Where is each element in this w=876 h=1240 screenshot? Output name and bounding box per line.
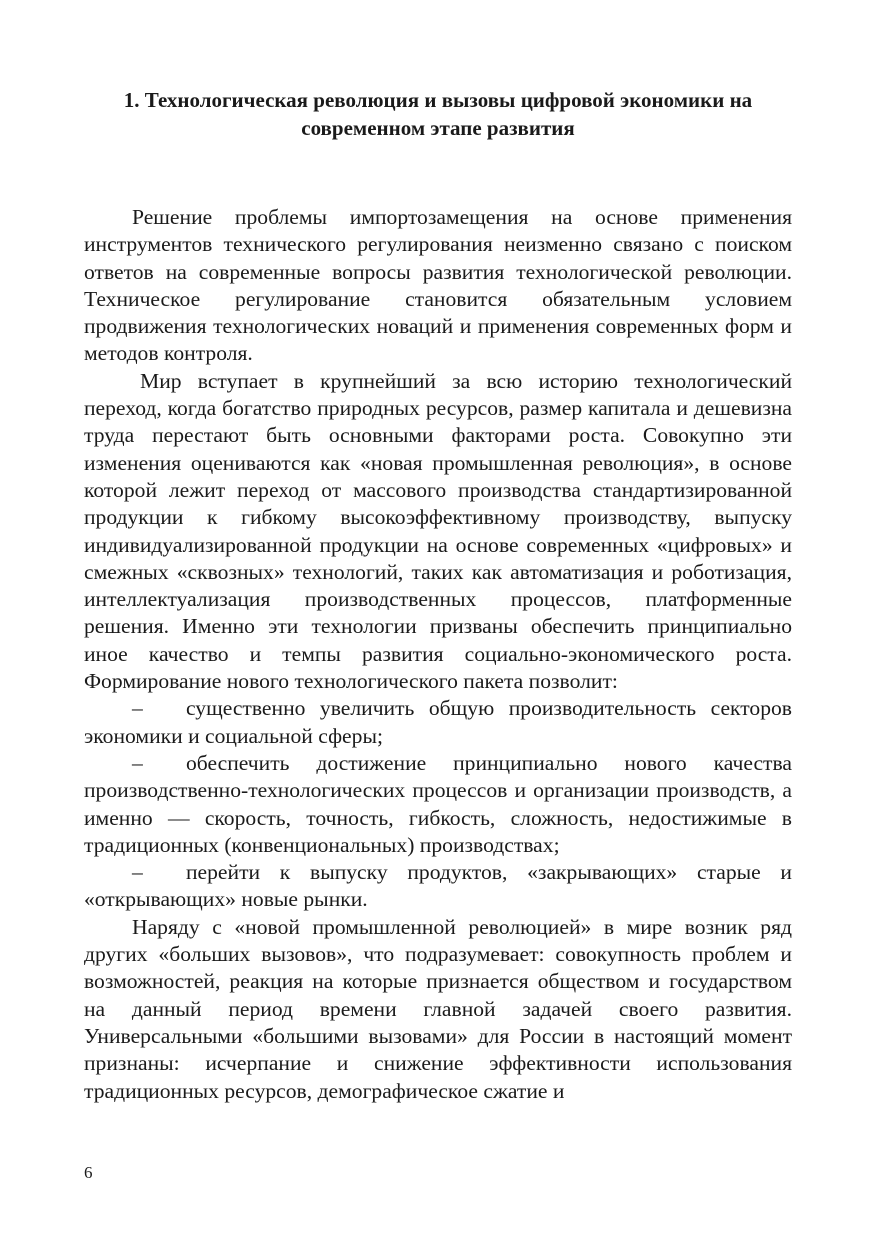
chapter-title bbox=[60, 86, 816, 142]
list-item bbox=[84, 750, 792, 859]
list-dash: – bbox=[132, 696, 143, 721]
list-item bbox=[84, 695, 792, 750]
paragraph-technological-transition: Мир вступает в крупнейший за всю историю технологический переход, когда богатство природных ресурсов, размер капитала и дешевизна труда перестают быть основными факторами роста. Совокупно эти изменения оцениваются как «новая промышленная революция», в основе которой лежит переход от массового производства стандартизированной продукции к гибкому высокоэффективному производству, выпуску индивидуализированной продукции на основе современных «цифровых» и смежных «сквозных» технологий, таких как автоматизация и роботизация, интеллектуализация производственных процессов, платформенные решения. Именно эти технологии призваны обеспечить принципиально иное качество и темпы развития социально-экономического роста. Формирование нового технологического пакета позволит: bbox=[84, 368, 792, 694]
paragraph-import-substitution: Решение проблемы импортозамещения на основе применения инструментов технического регулирования неизменно связано с поиском ответов на современные вопросы развития технологической революции. Техническое регулирование становится обязательным условием продвижения технологических новаций и применения современных форм и методов контроля. bbox=[84, 205, 792, 366]
list-item-text: существенно увеличить общую производительность секторов экономики и социальной сферы; bbox=[84, 696, 792, 748]
paragraph-big-challenges: Наряду с «новой промышленной революцией» в мире возник ряд других «больших вызовов», что подразумевает: совокупность проблем и возможностей, реакция на которые признается обществом и государством на данный период времени главной задачей своего развития. Универсальными «большими вызовами» для России в настоящий момент признаны: исчерпание и снижение эффективности использования традиционных ресурсов, демографическое сжатие и bbox=[84, 914, 792, 1103]
list-item bbox=[84, 859, 792, 914]
list-item-text: обеспечить достижение принципиально нового качества производственно-технологических процессов и организации производств, а именно — скорость, точность, гибкость, сложность, недостижимые в традиционных (конвенциональных) производствах; bbox=[84, 750, 792, 857]
chapter-title-line-2: современном этапе развития bbox=[301, 116, 575, 140]
list-dash: – bbox=[132, 750, 143, 775]
chapter-title-line-1: 1. Технологическая революция и вызовы цифровой экономики на bbox=[123, 88, 753, 112]
body-text bbox=[84, 204, 792, 1105]
page-number: 6 bbox=[84, 1163, 93, 1182]
list-item-text: перейти к выпуску продуктов, «закрывающих» старые и «открывающих» новые рынки. bbox=[84, 860, 792, 912]
list-dash: – bbox=[132, 860, 143, 885]
